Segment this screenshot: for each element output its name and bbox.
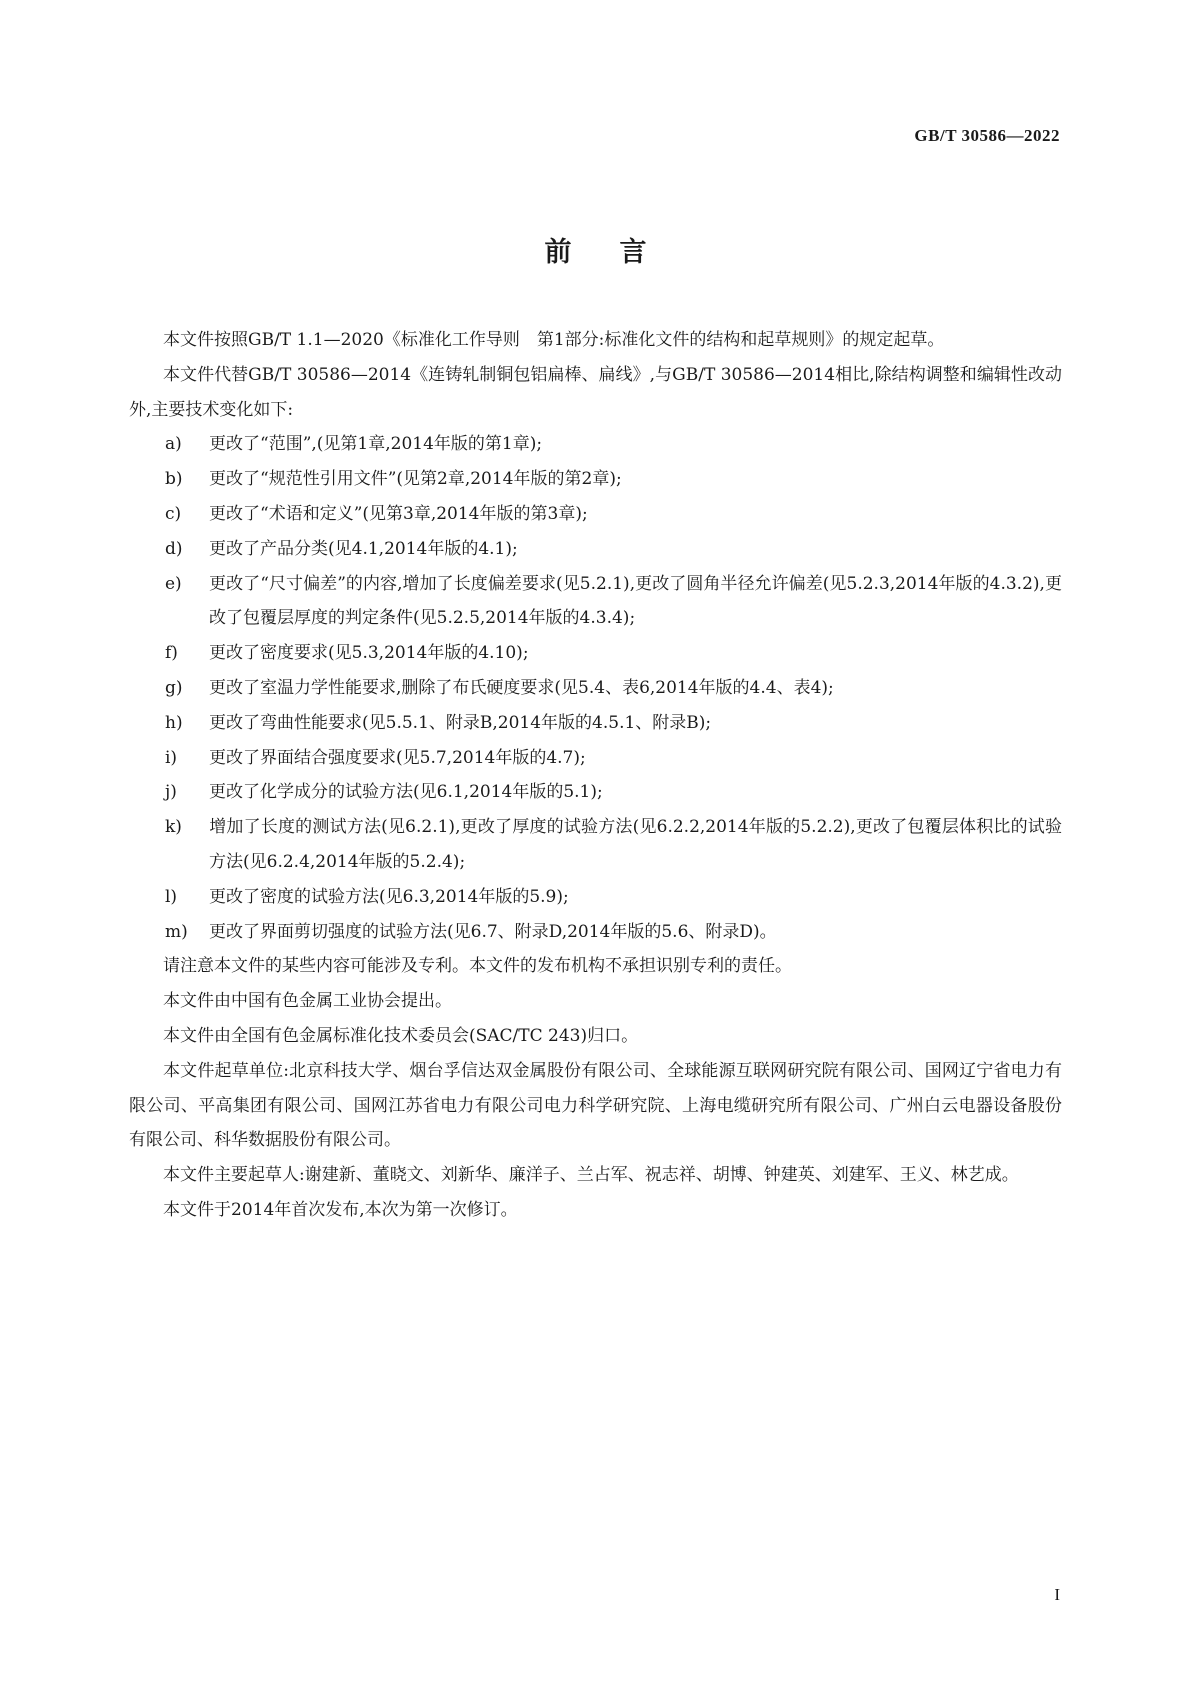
change-item [129,880,1062,915]
item-text: 更改了产品分类(见4.1,2014年版的4.1); [209,538,518,559]
item-marker: j) [165,782,177,803]
item-marker: m) [165,921,188,942]
item-text: 更改了界面结合强度要求(见5.7,2014年版的4.7); [209,747,586,768]
paragraph-drafting-units: 本文件起草单位:北京科技大学、烟台孚信达双金属股份有限公司、全球能源互联网研究院有限公司、国网辽宁省电力有限公司、平高集团有限公司、国网江苏省电力有限公司电力科学研究院、上海电缆研究所有限公司、广州白云电器设备股份有限公司、科华数据股份有限公司。 [129,1060,1062,1151]
item-marker: h) [165,712,183,733]
change-item [129,532,1062,567]
change-item [129,427,1062,462]
item-marker: a) [165,434,182,455]
item-marker: c) [165,503,182,524]
change-item [129,915,1062,950]
change-item [129,741,1062,776]
item-text: 更改了化学成分的试验方法(见6.1,2014年版的5.1); [209,782,603,803]
change-item [129,671,1062,706]
item-marker: i) [165,747,178,768]
change-item [129,810,1062,880]
change-item [129,706,1062,741]
paragraph-drafting-basis: 本文件按照GB/T 1.1—2020《标准化工作导则 第1部分:标准化文件的结构和起草规则》的规定起草。 [163,330,945,350]
item-marker: b) [165,469,183,490]
item-text: 更改了密度要求(见5.3,2014年版的4.10); [209,643,529,664]
item-text: 更改了室温力学性能要求,删除了布氏硬度要求(见5.4、表6,2014年版的4.4、表4); [209,677,834,698]
page-title: 前言 [544,237,695,268]
item-text: 更改了“范围”,(见第1章,2014年版的第1章); [209,434,543,455]
item-marker: e) [165,573,182,594]
page-number: I [1054,1585,1060,1604]
paragraph-patent-notice: 请注意本文件的某些内容可能涉及专利。本文件的发布机构不承担识别专利的责任。 [163,956,792,977]
item-text: 增加了长度的测试方法(见6.2.1),更改了厚度的试验方法(见6.2.2,2014年版的5.2.2),更改了包覆层体积比的试验方法(见6.2.4,2014年版的5.2.4); [209,817,1062,872]
paragraph-history: 本文件于2014年首次发布,本次为第一次修订。 [163,1199,518,1220]
item-marker: k) [165,817,182,838]
paragraph-committee: 本文件由全国有色金属标准化技术委员会(SAC/TC 243)归口。 [163,1025,639,1046]
item-marker: g) [165,677,183,698]
change-item [129,775,1062,810]
item-marker: d) [165,538,183,559]
paragraph-drafters: 本文件主要起草人:谢建新、董晓文、刘新华、廉洋子、兰占军、祝志祥、胡博、钟建英、刘建军、王义、林艺成。 [163,1165,1019,1186]
item-text: 更改了“术语和定义”(见第3章,2014年版的第3章); [209,503,588,524]
change-item [129,567,1062,637]
item-text: 更改了密度的试验方法(见6.3,2014年版的5.9); [209,886,569,907]
item-marker: l) [165,886,178,907]
change-item [129,636,1062,671]
item-marker: f) [165,643,178,664]
change-item [129,462,1062,497]
paragraph-replacement-notice: 本文件代替GB/T 30586—2014《连铸轧制铜包铝扁棒、扁线》,与GB/T 30586—2014相比,除结构调整和编辑性改动外,主要技术变化如下: [129,364,1062,420]
foreword-body [129,323,1062,1228]
standard-number: GB/T 30586—2022 [914,126,1060,145]
item-text: 更改了界面剪切强度的试验方法(见6.7、附录D,2014年版的5.6、附录D)。 [209,921,777,942]
item-text: 更改了弯曲性能要求(见5.5.1、附录B,2014年版的4.5.1、附录B); [209,712,712,733]
paragraph-proposer: 本文件由中国有色金属工业协会提出。 [163,991,452,1012]
item-text: 更改了“规范性引用文件”(见第2章,2014年版的第2章); [209,469,622,490]
change-item [129,497,1062,532]
item-text: 更改了“尺寸偏差”的内容,增加了长度偏差要求(见5.2.1),更改了圆角半径允许偏差(见5.2.3,2014年版的4.3.2),更改了包覆层厚度的判定条件(见5.2.5,2014年版的4.3.4); [209,573,1062,629]
